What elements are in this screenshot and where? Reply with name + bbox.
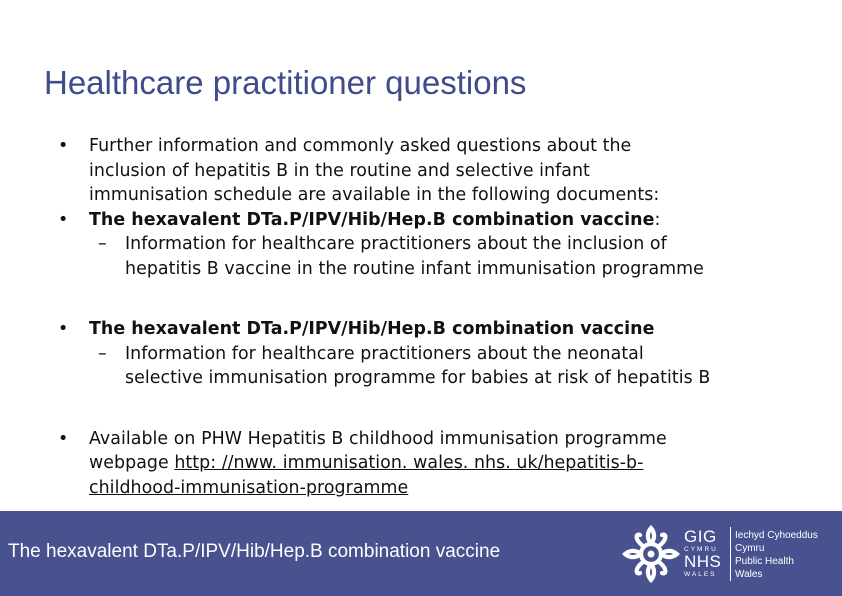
bullet-document-selective xyxy=(58,317,828,342)
logo-divider xyxy=(730,527,731,581)
logo-nhs: NHS xyxy=(684,552,722,571)
sub-item-routine xyxy=(58,232,828,281)
webpage-prefix: webpage xyxy=(89,453,175,473)
document-title-suffix: : xyxy=(654,209,661,230)
logo-wordmark xyxy=(684,529,728,579)
logo-org-line: Iechyd Cyhoeddus xyxy=(735,530,818,541)
document-title: The hexavalent DTa.P/IPV/Hib/Hep.B combination vaccine xyxy=(89,209,655,230)
nhs-wales-knot-icon xyxy=(622,525,680,583)
bullet-marker: • xyxy=(58,209,69,230)
bullet-text-line: inclusion of hepatitis B in the routine and selective infant xyxy=(89,160,590,181)
bullet-text-line: Available on PHW Hepatitis B childhood immunisation programme xyxy=(89,428,667,449)
footer-title: The hexavalent DTa.P/IPV/Hib/Hep.B combination vaccine xyxy=(8,541,501,562)
sub-text-line: selective immunisation programme for babies at risk of hepatitis B xyxy=(125,368,711,388)
sub-item-selective xyxy=(58,342,828,391)
sub-text-line: hepatitis B vaccine in the routine infant immunisation programme xyxy=(125,258,704,279)
logo-org-line: Wales xyxy=(735,569,763,580)
logo-gig: GIG xyxy=(684,527,717,546)
sub-bullet-marker: – xyxy=(98,234,107,254)
webpage-link[interactable]: http: //nww. immunisation. wales. nhs. uk/hepatitis-b- xyxy=(174,453,644,473)
logo-org-line: Public Health xyxy=(735,556,794,567)
webpage-link-continued[interactable]: childhood-immunisation-programme xyxy=(89,477,409,498)
sub-text-line: Information for healthcare practitioners about the neonatal xyxy=(125,343,644,364)
bullet-marker: • xyxy=(58,319,69,339)
sub-text-line: Information for healthcare practitioners about the inclusion of xyxy=(125,234,667,254)
document-title: The hexavalent DTa.P/IPV/Hib/Hep.B combination vaccine xyxy=(89,319,655,339)
bullet-webpage xyxy=(58,427,828,501)
bullet-text-line: immunisation schedule are available in the following documents: xyxy=(89,185,660,205)
footer-bar xyxy=(0,511,842,596)
slide-title: Healthcare practitioner questions xyxy=(44,64,527,101)
bullet-document-routine xyxy=(58,208,828,233)
logo-org-line: Cymru xyxy=(735,543,765,554)
bullet-marker: • xyxy=(58,428,69,449)
logo-organisation xyxy=(735,529,818,581)
nhs-wales-logo xyxy=(622,525,830,585)
bullet-intro xyxy=(58,134,828,208)
sub-bullet-marker: – xyxy=(98,343,107,364)
bullet-text-line: Further information and commonly asked questions about the xyxy=(89,136,632,156)
bullet-list xyxy=(58,134,828,500)
bullet-marker: • xyxy=(58,136,69,156)
logo-wales: WALES xyxy=(684,571,717,578)
logo-cymru: CYMRU xyxy=(684,546,718,553)
